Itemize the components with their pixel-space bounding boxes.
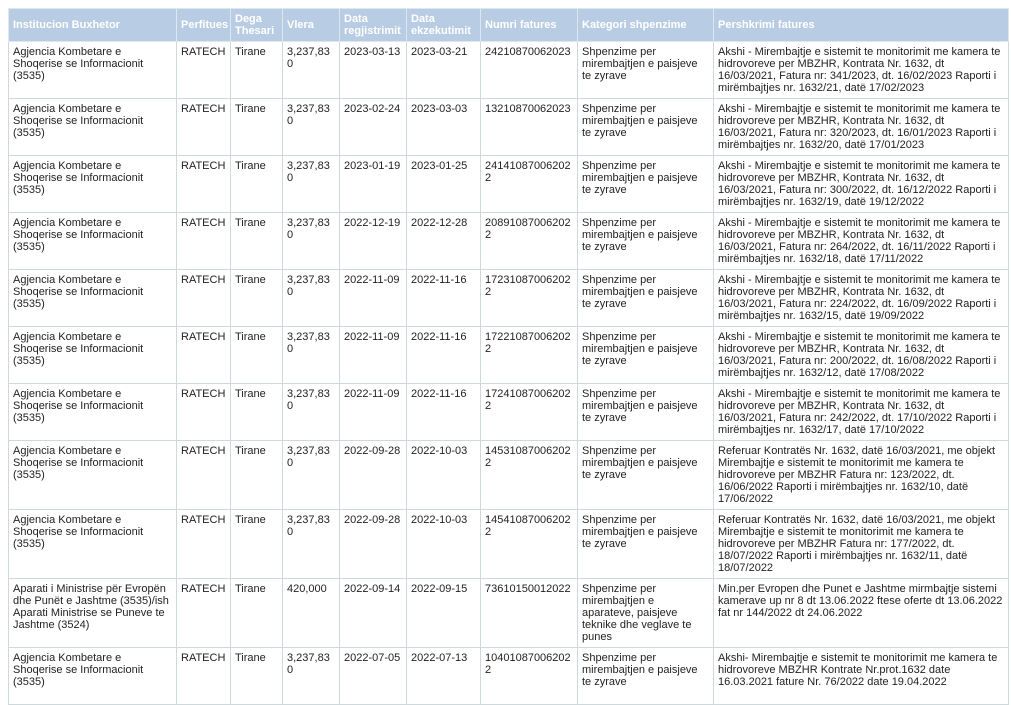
cell-pershkrimi: Akshi - Mirembajtje e sistemit te monitorimit me kamera te hidrovoreve per MBZHR, Kontrata Nr. 1632, dt 16/03/2021, Fatura nr: 264/2022, dt. 16/11/2022 Raporti i mirëmbajtjes nr. 1632/18, datë 17/11/2022 xyxy=(714,213,1009,270)
col-header-dega-thesari[interactable]: Dega Thesari xyxy=(231,9,283,42)
table-row[interactable] xyxy=(9,510,1009,579)
cell-pershkrimi: Akshi - Mirembajtje e sistemit te monitorimit me kamera te hidrovoreve per MBZHR, Kontrata Nr. 1632, dt 16/03/2021, Fatura nr: 341/2023, dt. 16/02/2023 Raporti i mirëmbajtjes nr. 1632/21, datë 17/02/2023 xyxy=(714,42,1009,99)
cell-perfitues: RATECH xyxy=(177,648,231,705)
cell-numri-fatures: 104010870062022 xyxy=(481,648,578,705)
cell-data-ekzekutimit: 2022-09-15 xyxy=(407,579,481,648)
cell-vlera: 3,237,830 xyxy=(283,213,340,270)
cell-vlera: 3,237,830 xyxy=(283,42,340,99)
cell-perfitues: RATECH xyxy=(177,327,231,384)
table-row[interactable] xyxy=(9,327,1009,384)
cell-kategori: Shpenzime per mirembajtjen e paisjeve te zyrave xyxy=(578,156,714,213)
col-header-kategori[interactable]: Kategori shpenzime xyxy=(578,9,714,42)
cell-kategori: Shpenzime per mirembajtjen e paisjeve te zyrave xyxy=(578,42,714,99)
cell-kategori: Shpenzime per mirembajtjen e paisjeve te zyrave xyxy=(578,270,714,327)
cell-dega-thesari: Tirane xyxy=(231,579,283,648)
cell-institucion: Agjencia Kombetare e Shoqerise se Informacionit (3535) xyxy=(9,384,177,441)
cell-institucion: Agjencia Kombetare e Shoqerise se Informacionit (3535) xyxy=(9,99,177,156)
cell-data-regjistrimit: 2023-03-13 xyxy=(340,42,407,99)
cell-institucion: Aparati i Ministrise për Evropën dhe Punët e Jashtme (3535)/ish Aparati Ministrise se Puneve te Jashtme (3524) xyxy=(9,579,177,648)
cell-pershkrimi: Akshi - Mirembajtje e sistemit te monitorimit me kamera te hidrovoreve per MBZHR, Kontrata Nr. 1632, dt 16/03/2021, Fatura nr: 242/2022, dt. 17/10/2022 Raporti i mirëmbajtjes nr. 1632/17, datë 17/10/2022 xyxy=(714,384,1009,441)
table-row[interactable] xyxy=(9,42,1009,99)
cell-perfitues: RATECH xyxy=(177,99,231,156)
cell-dega-thesari: Tirane xyxy=(231,510,283,579)
cell-vlera: 3,237,830 xyxy=(283,270,340,327)
cell-perfitues: RATECH xyxy=(177,384,231,441)
table-row[interactable] xyxy=(9,99,1009,156)
cell-numri-fatures: 145410870062022 xyxy=(481,510,578,579)
col-header-perfitues[interactable]: Perfitues xyxy=(177,9,231,42)
cell-data-regjistrimit: 2022-11-09 xyxy=(340,384,407,441)
cell-data-regjistrimit: 2022-11-09 xyxy=(340,327,407,384)
cell-institucion: Agjencia Kombetare e Shoqerise se Informacionit (3535) xyxy=(9,42,177,99)
table-row[interactable] xyxy=(9,270,1009,327)
table-row[interactable] xyxy=(9,648,1009,705)
table-row[interactable] xyxy=(9,579,1009,648)
cell-vlera: 3,237,830 xyxy=(283,156,340,213)
cell-data-ekzekutimit: 2023-03-21 xyxy=(407,42,481,99)
cell-kategori: Shpenzime per mirembajtjen e paisjeve te zyrave xyxy=(578,213,714,270)
cell-perfitues: RATECH xyxy=(177,42,231,99)
cell-kategori: Shpenzime per mirembajtjen e paisjeve te zyrave xyxy=(578,384,714,441)
col-header-institucion[interactable]: Institucion Buxhetor xyxy=(9,9,177,42)
cell-data-regjistrimit: 2023-01-19 xyxy=(340,156,407,213)
cell-kategori: Shpenzime per mirembajtjen e aparateve, paisjeve teknike dhe veglave te punes xyxy=(578,579,714,648)
cell-pershkrimi: Akshi - Mirembajtje e sistemit te monitorimit me kamera te hidrovoreve per MBZHR, Kontrata Nr. 1632, dt 16/03/2021, Fatura nr: 300/2022, dt. 16/12/2022 Raporti i mirëmbajtjes nr. 1632/19, datë 19/12/2022 xyxy=(714,156,1009,213)
table-row[interactable] xyxy=(9,441,1009,510)
cell-institucion: Agjencia Kombetare e Shoqerise se Informacionit (3535) xyxy=(9,441,177,510)
cell-perfitues: RATECH xyxy=(177,270,231,327)
table-header-row xyxy=(9,9,1009,42)
cell-data-regjistrimit: 2022-07-05 xyxy=(340,648,407,705)
cell-kategori: Shpenzime per mirembajtjen e paisjeve te zyrave xyxy=(578,648,714,705)
cell-pershkrimi: Min.per Evropen dhe Punet e Jashtme mirmbajtje sistemi kamerave up nr 8 dt 13.06.2022 ftese oferte dt 13.06.2022 fat nr 144/2022 dt 24.06.2022 xyxy=(714,579,1009,648)
table-row[interactable] xyxy=(9,213,1009,270)
cell-dega-thesari: Tirane xyxy=(231,648,283,705)
cell-dega-thesari: Tirane xyxy=(231,213,283,270)
cell-pershkrimi: Akshi- Mirembajtje e sistemit te monitorimit me kamera te hidrovoreve MBZHR Kontrate Nr.prot.1632 date 16.03.2021 fature Nr. 76/2022 date 19.04.2022 xyxy=(714,648,1009,705)
cell-institucion: Agjencia Kombetare e Shoqerise se Informacionit (3535) xyxy=(9,156,177,213)
cell-pershkrimi: Referuar Kontratës Nr. 1632, datë 16/03/2021, me objekt Mirembajtje e sistemit te monitorimit me kamera te hidrovoreve per MBZHR Fatura nr: 123/2022, dt. 16/06/2022 Raporti i mirëmbajtjes nr. 1632/10, datë 17/06/2022 xyxy=(714,441,1009,510)
cell-perfitues: RATECH xyxy=(177,579,231,648)
cell-data-ekzekutimit: 2022-10-03 xyxy=(407,510,481,579)
cell-institucion: Agjencia Kombetare e Shoqerise se Informacionit (3535) xyxy=(9,270,177,327)
cell-vlera: 3,237,830 xyxy=(283,99,340,156)
cell-data-ekzekutimit: 2023-01-25 xyxy=(407,156,481,213)
cell-numri-fatures: 24210870062023 xyxy=(481,42,578,99)
col-header-vlera[interactable]: Vlera xyxy=(283,9,340,42)
cell-kategori: Shpenzime per mirembajtjen e paisjeve te zyrave xyxy=(578,441,714,510)
cell-data-regjistrimit: 2023-02-24 xyxy=(340,99,407,156)
cell-institucion: Agjencia Kombetare e Shoqerise se Informacionit (3535) xyxy=(9,213,177,270)
cell-vlera: 3,237,830 xyxy=(283,384,340,441)
cell-numri-fatures: 73610150012022 xyxy=(481,579,578,648)
cell-pershkrimi: Referuar Kontratës Nr. 1632, datë 16/03/2021, me objekt Mirembajtje e sistemit te monitorimit me kamera te hidrovoreve per MBZHR Fatura nr: 177/2022, dt. 18/07/2022 Raporti i mirëmbajtjes nr. 1632/11, datë 18/07/2022 xyxy=(714,510,1009,579)
cell-data-ekzekutimit: 2022-11-16 xyxy=(407,384,481,441)
cell-data-ekzekutimit: 2022-11-16 xyxy=(407,270,481,327)
cell-institucion: Agjencia Kombetare e Shoqerise se Informacionit (3535) xyxy=(9,327,177,384)
cell-data-ekzekutimit: 2022-12-28 xyxy=(407,213,481,270)
cell-perfitues: RATECH xyxy=(177,213,231,270)
cell-data-ekzekutimit: 2022-11-16 xyxy=(407,327,481,384)
cell-data-regjistrimit: 2022-09-28 xyxy=(340,441,407,510)
table-row[interactable] xyxy=(9,156,1009,213)
col-header-numri-fatures[interactable]: Numri fatures xyxy=(481,9,578,42)
cell-pershkrimi: Akshi - Mirembajtje e sistemit te monitorimit me kamera te hidrovoreve per MBZHR, Kontrata Nr. 1632, dt 16/03/2021, Fatura nr: 320/2023, dt. 16/01/2023 Raporti i mirëmbajtjes nr. 1632/20, datë 17/01/2023 xyxy=(714,99,1009,156)
cell-dega-thesari: Tirane xyxy=(231,327,283,384)
cell-vlera: 3,237,830 xyxy=(283,441,340,510)
cell-perfitues: RATECH xyxy=(177,441,231,510)
cell-numri-fatures: 172210870062022 xyxy=(481,327,578,384)
cell-institucion: Agjencia Kombetare e Shoqerise se Informacionit (3535) xyxy=(9,648,177,705)
cell-kategori: Shpenzime per mirembajtjen e paisjeve te zyrave xyxy=(578,327,714,384)
cell-dega-thesari: Tirane xyxy=(231,384,283,441)
cell-dega-thesari: Tirane xyxy=(231,99,283,156)
cell-dega-thesari: Tirane xyxy=(231,42,283,99)
cell-pershkrimi: Akshi - Mirembajtje e sistemit te monitorimit me kamera te hidrovoreve per MBZHR, Kontrata Nr. 1632, dt 16/03/2021, Fatura nr: 200/2022, dt. 16/08/2022 Raporti i mirëmbajtjes nr. 1632/12, datë 17/08/2022 xyxy=(714,327,1009,384)
cell-vlera: 3,237,830 xyxy=(283,327,340,384)
cell-data-ekzekutimit: 2022-10-03 xyxy=(407,441,481,510)
cell-numri-fatures: 241410870062022 xyxy=(481,156,578,213)
cell-perfitues: RATECH xyxy=(177,510,231,579)
cell-vlera: 420,000 xyxy=(283,579,340,648)
cell-kategori: Shpenzime per mirembajtjen e paisjeve te zyrave xyxy=(578,99,714,156)
cell-dega-thesari: Tirane xyxy=(231,441,283,510)
cell-dega-thesari: Tirane xyxy=(231,156,283,213)
col-header-data-regjistrimit[interactable]: Data regjistrimit xyxy=(340,9,407,42)
cell-numri-fatures: 208910870062022 xyxy=(481,213,578,270)
cell-data-regjistrimit: 2022-11-09 xyxy=(340,270,407,327)
col-header-data-ekzekutimit[interactable]: Data ekzekutimit xyxy=(407,9,481,42)
cell-institucion: Agjencia Kombetare e Shoqerise se Informacionit (3535) xyxy=(9,510,177,579)
cell-data-ekzekutimit: 2022-07-13 xyxy=(407,648,481,705)
cell-perfitues: RATECH xyxy=(177,156,231,213)
cell-pershkrimi: Akshi - Mirembajtje e sistemit te monitorimit me kamera te hidrovoreve per MBZHR, Kontrata Nr. 1632, dt 16/03/2021, Fatura nr: 224/2022, dt. 16/09/2022 Raporti i mirëmbajtjes nr. 1632/15, datë 19/09/2022 xyxy=(714,270,1009,327)
cell-vlera: 3,237,830 xyxy=(283,648,340,705)
cell-numri-fatures: 172410870062022 xyxy=(481,384,578,441)
invoices-table xyxy=(8,8,1009,705)
cell-numri-fatures: 172310870062022 xyxy=(481,270,578,327)
cell-data-regjistrimit: 2022-09-28 xyxy=(340,510,407,579)
cell-numri-fatures: 13210870062023 xyxy=(481,99,578,156)
cell-data-ekzekutimit: 2023-03-03 xyxy=(407,99,481,156)
cell-vlera: 3,237,830 xyxy=(283,510,340,579)
cell-data-regjistrimit: 2022-09-14 xyxy=(340,579,407,648)
cell-numri-fatures: 145310870062022 xyxy=(481,441,578,510)
cell-data-regjistrimit: 2022-12-19 xyxy=(340,213,407,270)
cell-kategori: Shpenzime per mirembajtjen e paisjeve te zyrave xyxy=(578,510,714,579)
cell-dega-thesari: Tirane xyxy=(231,270,283,327)
col-header-pershkrimi[interactable]: Pershkrimi fatures xyxy=(714,9,1009,42)
table-row[interactable] xyxy=(9,384,1009,441)
